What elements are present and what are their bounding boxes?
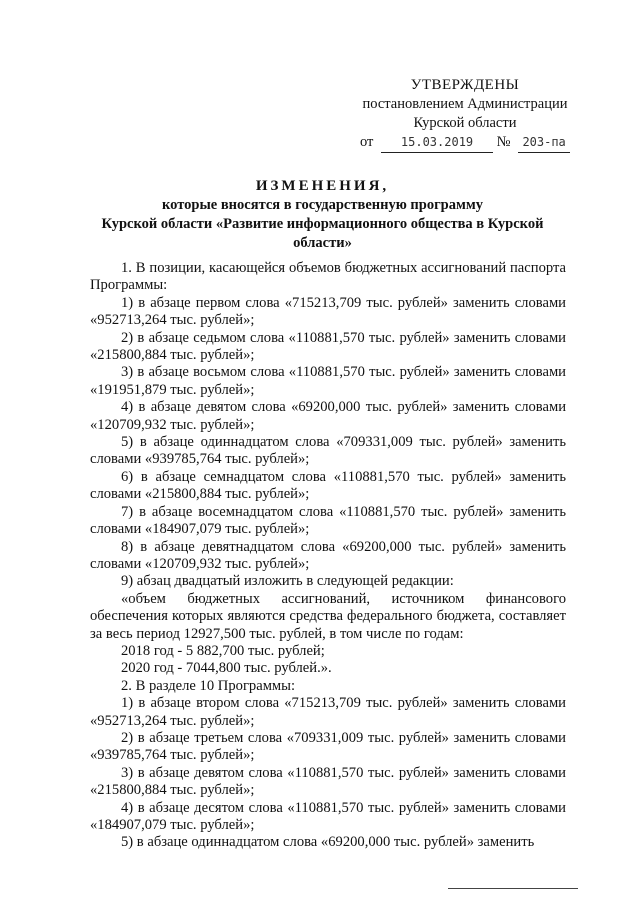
footer-rule	[448, 888, 578, 889]
paragraph-12: 2018 год - 5 882,700 тыс. рублей;	[121, 642, 325, 659]
paragraph-4: 3) в абзаце восьмом слова «110881,570 тыс. рублей» заменить словами «191951,879 тыс. рублей»;	[90, 364, 566, 398]
approval-heading: УТВЕРЖДЕНЫ	[410, 77, 520, 93]
paragraph-14: 2. В разделе 10 Программы:	[121, 677, 296, 694]
paragraph-6: 5) в абзаце одиннадцатом слова «709331,009 тыс. рублей» заменить словами «939785,764 тыс. рублей»;	[90, 434, 566, 468]
paragraph-15: 1) в абзаце втором слова «715213,709 тыс. рублей» заменить словами «952713,264 тыс. рублей»;	[90, 695, 566, 729]
paragraph-7: 6) в абзаце семнадцатом слова «110881,570 тыс. рублей» заменить словами «215800,884 тыс. рублей»;	[90, 468, 566, 503]
paragraph-13: 2020 год - 7044,800 тыс. рублей.».	[121, 660, 332, 677]
number-label: №	[496, 134, 511, 150]
paragraph-2: 1) в абзаце первом слова «715213,709 тыс. рублей» заменить словами «952713,264 тыс. рублей»;	[90, 294, 566, 329]
title-line-1: ИЗМЕНЕНИЯ,	[255, 178, 390, 194]
approval-number-stamp: 203-па	[518, 133, 570, 153]
paragraph-17: 3) в абзаце девятом слова «110881,570 тыс. рублей» заменить словами «215800,884 тыс. рублей»;	[90, 764, 566, 799]
paragraph-19: 5) в абзаце одиннадцатом слова «69200,000 тыс. рублей» заменить	[121, 834, 535, 851]
title-line-3: Курской области «Развитие информационного общества в Курской	[101, 216, 544, 232]
paragraph-11: «объем бюджетных ассигнований, источником финансового обеспечения которых являются средства федерального бюджета, составляет за весь период 12927,500 тыс. рублей, в том числе по годам:	[90, 590, 566, 642]
paragraph-5: 4) в абзаце девятом слова «69200,000 тыс. рублей» заменить словами «120709,932 тыс. рублей»;	[90, 399, 566, 433]
paragraph-1: 1. В позиции, касающейся объемов бюджетных ассигнований паспорта Программы:	[90, 260, 566, 294]
document-body	[90, 260, 566, 852]
approval-date-line	[355, 133, 575, 153]
title-line-4: области»	[293, 235, 352, 251]
document-title	[90, 177, 555, 253]
paragraph-9: 8) в абзаце девятнадцатом слова «69200,000 тыс. рублей» заменить словами «120709,932 тыс. рублей»;	[90, 538, 566, 572]
from-label: от	[360, 134, 374, 150]
paragraph-3: 2) в абзаце седьмом слова «110881,570 тыс. рублей» заменить словами «215800,884 тыс. рублей»;	[90, 329, 566, 364]
title-line-2: которые вносятся в государственную программу	[162, 197, 483, 213]
paragraph-10: 9) абзац двадцатый изложить в следующей редакции:	[121, 573, 454, 590]
paragraph-8: 7) в абзаце восемнадцатом слова «110881,570 тыс. рублей» заменить словами «184907,079 тыс. рублей»;	[90, 503, 566, 538]
paragraph-18: 4) в абзаце десятом слова «110881,570 тыс. рублей» заменить словами «184907,079 тыс. рублей»;	[90, 799, 566, 833]
approval-line-1: постановлением Администрации	[362, 96, 568, 112]
approval-block	[355, 76, 575, 153]
paragraph-16: 2) в абзаце третьем слова «709331,009 тыс. рублей» заменить словами «939785,764 тыс. рублей»;	[90, 729, 566, 764]
approval-date-stamp: 15.03.2019	[381, 133, 493, 153]
approval-line-2: Курской области	[413, 115, 517, 131]
